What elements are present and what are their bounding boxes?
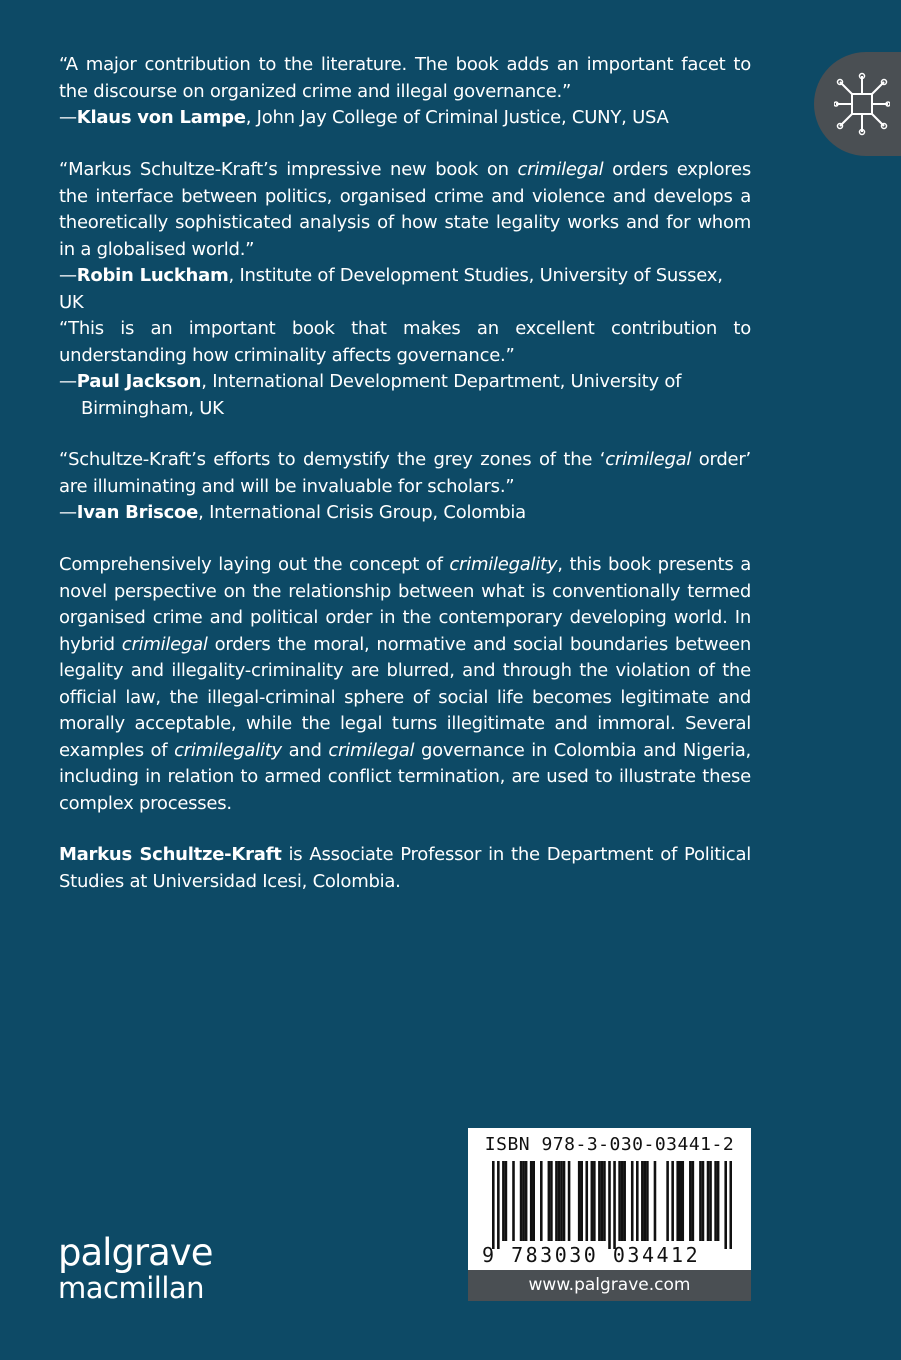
endorsement-attribution [59,105,751,132]
publisher-wordmark [58,1231,213,1305]
endorsement-attribution [59,500,751,527]
barcode-bar [623,1161,626,1241]
ean-digits: 9 783030 034412 [482,1243,701,1267]
endorsement-attribution [59,263,751,316]
isbn-label: ISBN 978-3-030-03441-2 [484,1134,735,1155]
endorser-name: Paul Jackson [76,371,202,392]
barcode-bar [558,1161,561,1241]
barcode-bar [532,1161,535,1241]
barcode-bar [560,1161,563,1241]
endorser-name: Robin Luckham [76,265,229,286]
barcode-bar [613,1161,616,1249]
barcode-bar [618,1161,621,1241]
endorser-affiliation: , John Jay College of Criminal Justice, CUNY, USA [245,107,669,128]
description-text: orders the moral, normative and social boundaries between legality and illegality-criminality are blurred, and through the violation of the official law, the illegal-criminal sphere of social life becomes legitimate and morally acceptable, while the legal turns illegitimate and immoral. Several examples of [59,633,751,761]
barcode-bar [641,1161,644,1241]
description-text: and [281,739,329,761]
bio-text: is Associate Professor in the Department of Political Studies at Universidad Icesi, Colombia. [59,844,751,892]
barcode-bar [563,1161,566,1241]
barcode-bar [666,1161,669,1241]
barcode-bar [699,1161,702,1241]
barcode-bar [591,1161,594,1241]
barcode-bar [679,1161,682,1241]
endorser-affiliation: , International Development Department, University of [201,371,682,392]
barcode-bar [729,1161,732,1249]
barcode-bar [692,1161,695,1241]
barcode-bar [530,1161,533,1241]
bio-paragraph [59,842,751,895]
endorsement-quote: “A major contribution to the literature. The book adds an important facet to the discourse on organized crime and illegal governance.” [59,54,751,102]
description-emphasis: crimilegal [328,739,415,761]
quote-emphasis: crimilegal [517,159,604,180]
barcode-bar [717,1161,720,1241]
dash: — [59,107,77,128]
endorsement-attribution [59,369,751,396]
publisher-url-bar [468,1270,751,1301]
barcode-bar [492,1161,495,1249]
barcode-bar [707,1161,710,1241]
barcode-bar [585,1161,588,1241]
endorsement-1 [59,52,751,132]
description-text: , this book presents a novel perspective on the relationship between what is conventionally termed organised crime and political order in the contemporary developing world. In hybrid [59,554,751,655]
author-name: Markus Schultze-Kraft [59,844,282,865]
barcode-bar [676,1161,679,1241]
dash: — [59,265,77,286]
endorsement-2 [59,157,751,316]
endorser-name: Ivan Briscoe [76,502,199,523]
barcode-bar [522,1161,525,1241]
barcode-bar [603,1161,606,1241]
endorsement-4 [59,447,751,527]
barcode-bar [644,1161,647,1241]
barcode-bar [601,1161,604,1241]
endorsement-quote [59,157,751,263]
isbn-barcode [468,1128,751,1270]
quote-text: “Markus Schultze-Kraft’s impressive new book on [59,159,518,180]
barcode-bar [502,1161,505,1241]
description-text: Comprehensively laying out the concept of [59,554,450,575]
description-emphasis: crimilegality [449,554,558,575]
barcode-bar [709,1161,712,1241]
barcode-bar [548,1161,551,1241]
publisher-name-line1: palgrave [58,1231,213,1274]
barcode-bar [714,1161,717,1241]
description-emphasis: crimilegality [174,739,282,761]
barcode-bar [654,1161,657,1241]
endorser-affiliation: , International Crisis Group, Colombia [198,502,526,523]
endorser-name: Klaus von Lampe [76,107,246,128]
publisher-logo-tab [814,52,901,156]
endorser-affiliation-continued: Birmingham, UK [81,397,224,419]
description-paragraph [59,552,751,817]
barcode-bar [598,1161,601,1241]
barcode-bar [621,1161,624,1241]
quote-text: “Schultze-Kraft’s efforts to demystify the grey zones of the ‘ [59,449,606,470]
endorsement-3 [59,316,751,422]
endorsement-quote: “This is an important book that makes an excellent contribution to understanding how criminality affects governance.” [59,318,751,366]
description-text: governance in Colombia and Nigeria, including in relation to armed conflict termination, are used to illustrate these complex processes. [59,739,752,814]
barcode-bar [512,1161,515,1241]
barcode-bar [505,1161,508,1241]
barcode-bar [681,1161,684,1241]
barcode-bar [689,1161,692,1241]
barcode-bar [525,1161,528,1241]
publisher-name-line2: macmillan [58,1271,205,1305]
barcode-bar [540,1161,543,1241]
barcode-bars [492,1161,732,1249]
quote-text: orders explores the interface between politics, organised crime and violence and develops a theoretically sophisticated analysis of how state legality works and for whom in a globalised world.” [59,159,751,260]
description-emphasis: crimilegal [121,633,208,655]
book-description [59,552,751,817]
barcode-bar [550,1161,553,1241]
barcode-bar [520,1161,523,1241]
dash: — [59,371,77,392]
quote-emphasis: crimilegal [605,449,692,470]
barcode-bar [671,1161,674,1241]
barcode-bar [636,1161,639,1241]
barcode-bar [631,1161,634,1241]
author-bio [59,842,751,895]
palgrave-snowflake-icon [834,70,890,138]
barcode-bar [497,1161,500,1249]
barcode-bar [724,1161,727,1249]
barcode-bar [702,1161,705,1241]
barcode-bar [593,1161,596,1241]
barcode-bar [555,1161,558,1241]
endorsement-quote [59,447,751,500]
endorser-affiliation: , Institute of Development Studies, University of Sussex, UK [59,265,723,313]
barcode-bar [608,1161,611,1249]
barcode-bar [578,1161,581,1241]
dash: — [59,502,77,523]
barcode-bar [580,1161,583,1241]
barcode-bar [568,1161,571,1241]
publisher-url: www.palgrave.com [528,1275,691,1295]
barcode-bar [646,1161,649,1241]
quote-text: order’ are illuminating and will be invaluable for scholars.” [59,449,751,497]
